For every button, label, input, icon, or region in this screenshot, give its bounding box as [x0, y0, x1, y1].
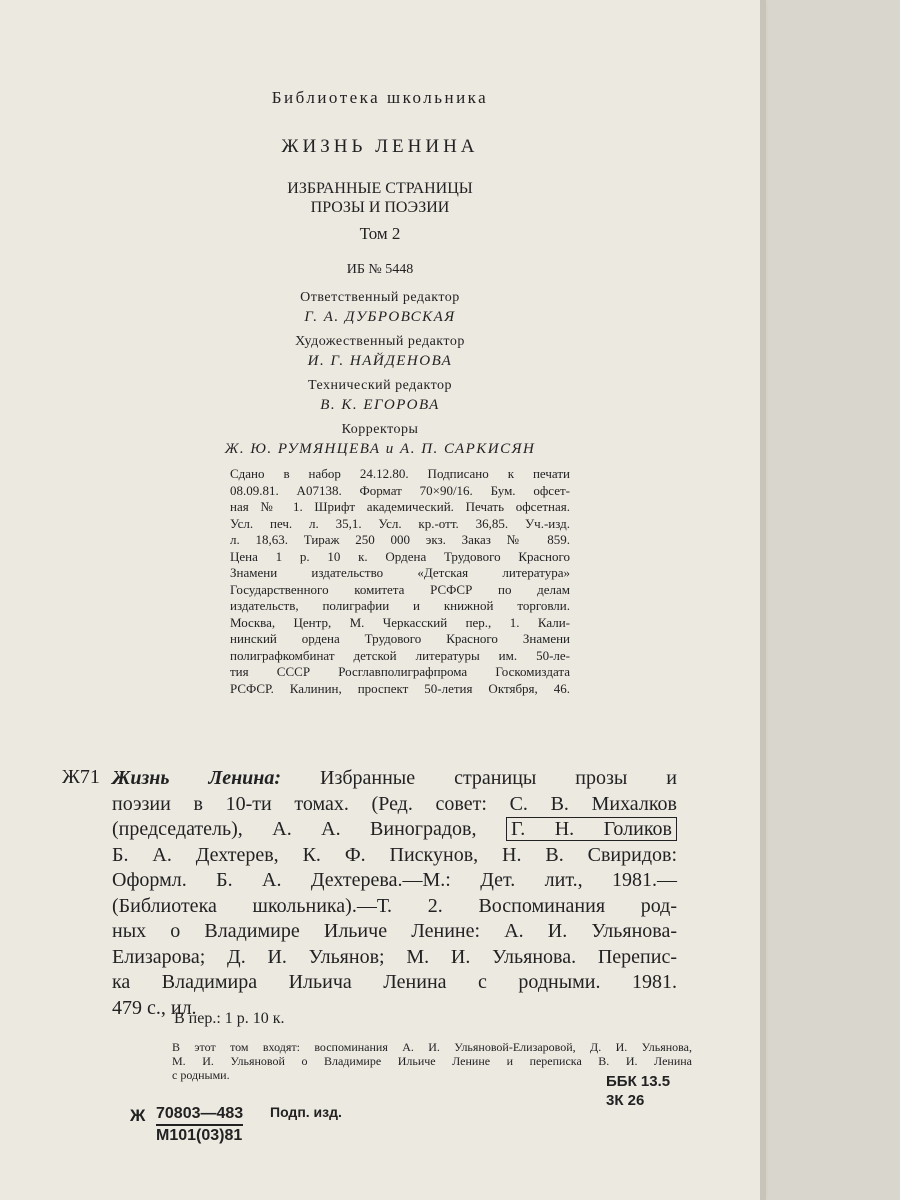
- zh-letter: Ж: [130, 1106, 146, 1125]
- ib-number: ИБ № 5448: [346, 262, 414, 277]
- imprint-line: Усл. печ. л. 35,1. Усл. кр.-отт. 36,85. Уч.-изд.: [230, 515, 570, 531]
- imprint-block: [230, 466, 570, 697]
- catalog-line: [112, 766, 677, 792]
- credit-role: Корректоры: [341, 422, 419, 437]
- series-name: Библиотека школьника: [271, 88, 489, 107]
- content-note-line: М. И. Ульяновой о Владимире Ильиче Ленине и переписка В. И. Ленина: [172, 1054, 692, 1068]
- podp-label: Подп. изд.: [270, 1104, 342, 1120]
- catalog-title: Жизнь Ленина:: [112, 767, 282, 789]
- credit-role: Технический редактор: [307, 378, 453, 393]
- imprint-line: РСФСР. Калинин, проспект 50-летия Октября, 46.: [230, 680, 570, 696]
- imprint-line: тия СССР Росглавполиграфпрома Госкомиздата: [230, 664, 570, 679]
- catalog-line: ных о Владимире Ильиче Ленине: А. И. Ульянова-: [112, 920, 677, 942]
- content-note-line: В этот том входят: воспоминания А. И. Ульяновой-Елизаровой, Д. И. Ульянова,: [172, 1040, 692, 1054]
- catalog-line: поэзии в 10-ти томах. (Ред. совет: С. В. Михалков: [112, 792, 677, 815]
- catalog-entry: [112, 766, 677, 1021]
- catalog-text: Избранные страницы прозы и: [281, 767, 677, 789]
- imprint-line: нинский ордена Трудового Красного Знамени: [230, 631, 570, 646]
- catalog-line: (Библиотека школьника).—Т. 2. Воспоминания род-: [112, 894, 677, 917]
- book-title: ЖИЗНЬ ЛЕНИНА: [281, 136, 479, 157]
- bbk-block: [606, 1072, 670, 1110]
- imprint-line: Государственного комитета РСФСР по делам: [230, 581, 570, 597]
- catalog-line: Оформл. Б. А. Дехтерева.—М.: Дет. лит., 1981.—: [112, 869, 677, 891]
- credit-name: Г. А. ДУБРОВСКАЯ: [304, 309, 456, 325]
- credit-role: Ответственный редактор: [300, 290, 460, 305]
- subtitle-line-2: ПРОЗЫ И ПОЭЗИИ: [310, 199, 450, 216]
- imprint-line: издательств, полиграфии и книжной торговли.: [230, 598, 570, 613]
- catalog-code: Ж71: [62, 766, 100, 788]
- credit-name: В. К. ЕГОРОВА: [320, 397, 440, 413]
- price-label: В пер.: 1 р. 10 к.: [174, 1010, 285, 1027]
- page-edge: [760, 0, 766, 1200]
- catalog-line: 479 с., ил.: [112, 996, 197, 1019]
- fraction-top: 70803—483: [156, 1104, 243, 1126]
- imprint-line: Цена 1 р. 10 к. Ордена Трудового Красного: [230, 548, 570, 564]
- credit-role: Художественный редактор: [295, 334, 465, 349]
- fraction-bottom: М101(03)81: [156, 1127, 243, 1144]
- index-fraction: [156, 1104, 243, 1146]
- catalog-line: Елизарова; Д. И. Ульянов; М. И. Ульянова. Перепис-: [112, 945, 677, 968]
- content-note-line: с родными.: [172, 1068, 230, 1082]
- credit-name: Ж. Ю. РУМЯНЦЕВА и А. П. САРКИСЯН: [224, 441, 536, 457]
- imprint-line: 08.09.81. А07138. Формат 70×90/16. Бум. офсет-: [230, 482, 570, 498]
- catalog-text: (председатель), А. А. Виноградов,: [112, 818, 506, 840]
- credit-name: И. Г. НАЙДЕНОВА: [307, 353, 453, 369]
- volume-label: Том 2: [359, 224, 401, 243]
- catalog-line: [112, 817, 677, 843]
- imprint-line: л. 18,63. Тираж 250 000 экз. Заказ № 859.: [230, 532, 570, 547]
- imprint-line: полиграфкомбинат детской литературы им. 50-ле-: [230, 647, 570, 663]
- boxed-name: Г. Н. Голиков: [506, 817, 677, 841]
- imprint-line: Знамени издательство «Детская литература»: [230, 565, 570, 580]
- classification-code: 3К 26: [606, 1092, 645, 1109]
- catalog-line: Б. А. Дехтерев, К. Ф. Пискунов, Н. В. Свиридов:: [112, 843, 677, 866]
- catalog-line: ка Владимира Ильича Ленина с родными. 1981.: [112, 971, 677, 993]
- subtitle-line-1: ИЗБРАННЫЕ СТРАНИЦЫ: [287, 180, 473, 197]
- bbk-code: ББК 13.5: [606, 1073, 671, 1090]
- imprint-line: Сдано в набор 24.12.80. Подписано к печати: [230, 466, 570, 481]
- imprint-line: Москва, Центр, М. Черкасский пер., 1. Кали-: [230, 614, 570, 630]
- imprint-line: ная № 1. Шрифт академический. Печать офсетная.: [230, 499, 570, 514]
